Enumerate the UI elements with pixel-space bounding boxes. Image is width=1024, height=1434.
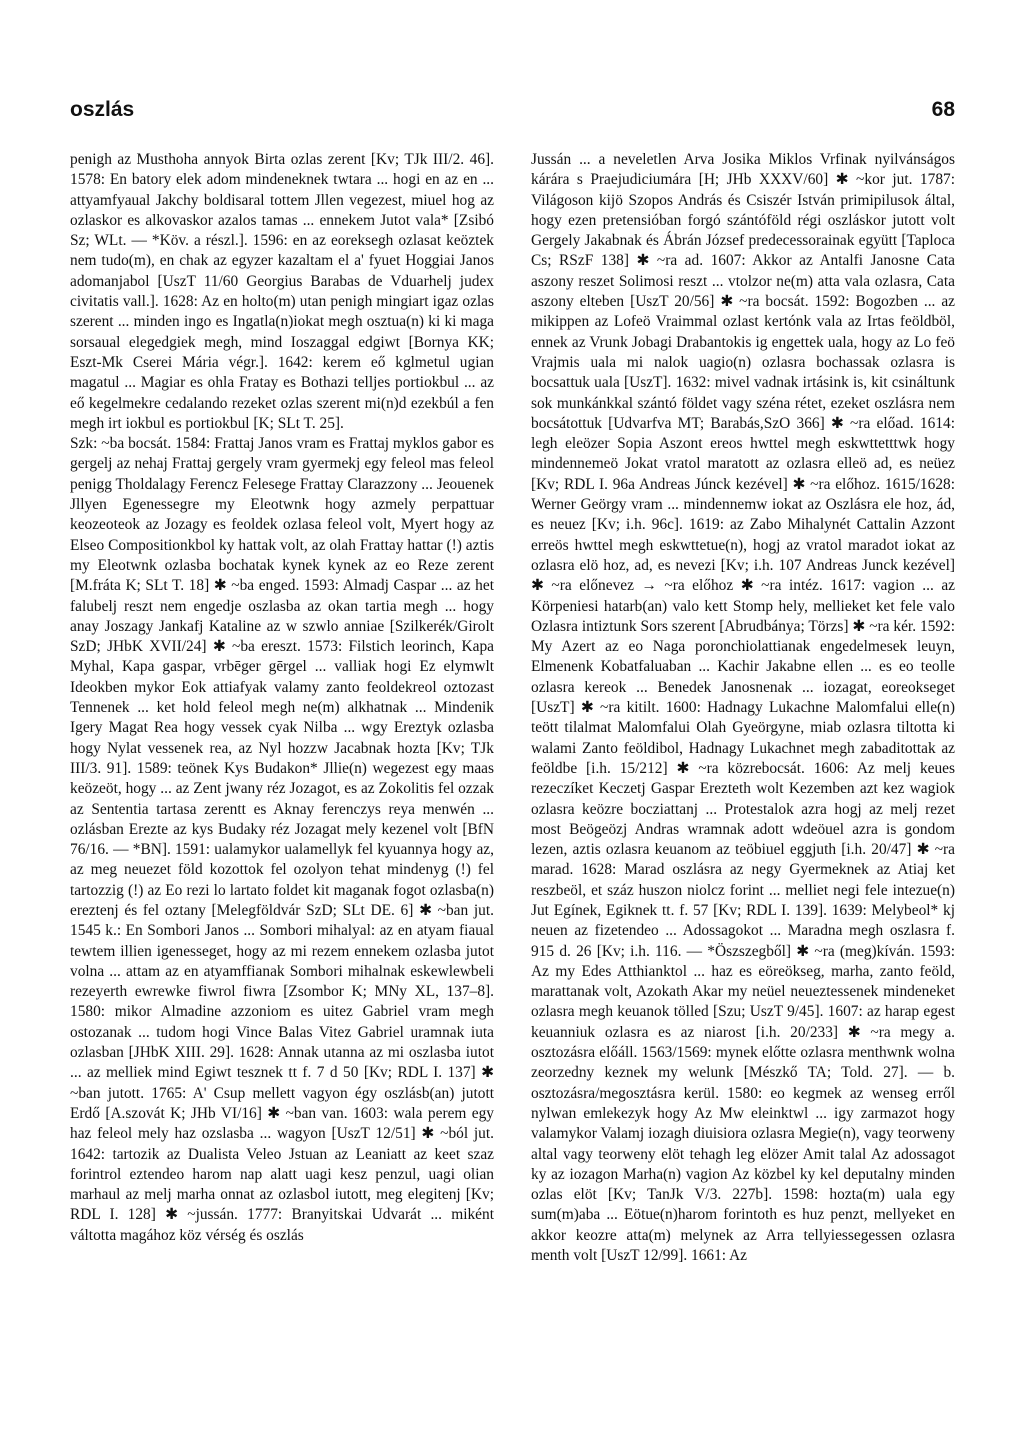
right-column: [531, 150, 955, 1266]
left-column: [70, 150, 494, 1246]
page-number: 68: [931, 98, 955, 121]
page-header: [70, 98, 955, 132]
dictionary-entry-paragraph: penigh az Musthoha annyok Birta ozlas zerent [Kv; TJk III/2. 46]. 1578: En batory elek adom mindeneknek twtara ... hogi en az en ... attyamfyaual Jakchy boldisaral tottem Jllen vegezest, miuel hog az ozlaskor es alkovaskor azalos tamas ... ennekem Jutot vala* [Zsibó Sz; WLt. — *Köv. a részl.]. 1596: en az eoreksegh ozlasat keöztek nem tudo(m), en chak az egyzer kazaltam el a' fyuet Hoggiai Janos adomanjabol [UszT 11/60 Georgius Barabas de Vduarhelj judex civitatis vall.]. 1628: Az en holto(m) utan penigh mingiart igaz ozlas szerent ... minden ingo es Ingatla(n)iokat megh osztua(n) ki ki maga sorsaual elegedgiek megh, mind Ioszaggal edgiwt [Bornya KK; Eszt-Mk Cserei Mária végr.]. 1642: kerem eő kglmetul ugian magatul ... Magiar es ohla Fratay es Bothazi telljes portiokbul ... az eő kegelmekre cedalando rezeket ozlas szerent mi(n)d ezekbúl a fen megh irt iokbul es portiokbul [K; SLt T. 25].: [70, 151, 494, 432]
dictionary-entry-paragraph: Jussán ... a neveletlen Arva Josika Miklos Vrfinak nyilvánságos kárára s Praejudiciumára [H; JHb XXXV/60] ✱ ~kor jut. 1787: Világoson kijö Szopos András és Csiszér István primipilusok által, hogy ezen pretensióban forgó szántóföld régi oszláskor jutott volt Gergely Jakabnak és Ábrán József predecessorainak együtt [Taploca Cs; RSzF 138] ✱ ~ra ad. 1607: Akkor az Antalfi Janosne Cata aszony reszet Solimosi reszt ... vtolzor ne(m) atta vala ozlasra, Cata aszony elteben [UszT 20/56] ✱ ~ra bocsát. 1592: Bogozben ... az mikippen az Lofeö Vraimmal ozlast kertónk vala az Irtas feöldböl, ennek az Vrunk Jobagi Drabantokis ig engettek uala, hogy az Lo feö Vrajmis uala mi nalok uagio(n) ozlasra bochassak ozlasra is bocsattuk uala [UszT]. 1632: mivel vadnak irtásink is, kit csináltunk sok munkánkkal szántó földet vagy széna rétet, ezeket oszlásra nem bocsátottuk [Udvarfva MT; Barabás,SzO 366] ✱ ~ra előad. 1614: legh eleözer Sopia Aszont ereos hwttel megh eskwttetttwk hogy mindennemeö Jokat vratol maratott az ozlasra elleö ad, es neüez [Kv; RDL I. 96a Andreas Júnck kezével] ✱ ~ra előhoz. 1615/1628: Werner Geörgy vram ... mindennemw iokat az Oszlásra ele hoz, ád, es neuez [Kv; i.h. 96c]. 1619: az Zabo Mihalynét Cattalin Azzont erreös hwttel megh eskwttetue(n), hogj az vratol maradot iokat az ozlasra elö hoz, ad, es nevezi [Kv; i.h. 107 Andreas Junck kezével] ✱ ~ra előnevez → ~ra előhoz ✱ ~ra intéz. 1617: vagion ... az Körpeniesi hatarb(an) valo kett Stomp hely, mellieket ket fele valo Ozlasra intiztunk Sors szerent [Abrudbánya; Törzs] ✱ ~ra kér. 1592: My Azert az eo Naga poronchiolattianak engedelmesek leuyn, Elmenenk Kobatfaluaban ... Kachir Jakabne ellen ... es eo teolle ozlasra kereok ... Benedek Janosnenak ... iozagat, eoreokseget [UszT] ✱ ~ra kitilt. 1600: Hadnagy Lukachne Malomfalui elle(n) teött tilalmat Malomfalui Olah Gyeörgyne, miab ozlasra tiltotta ki walami Zanto feöldibol, Hadnagy Lukachnet megh zabaditottak az feöldbe [i.h. 15/212] ✱ ~ra közrebocsát. 1606: Az melj keues rezeczíket Keczetj Gaspar Erezteth wolt Kezemben azt kez wagiok ozlasra keözre bocziattanj ... Protestalok azra hogj az melj rezet most Beögeözj Andras wramnak adott wdeöuel azra is gondom lezen, aztis ozlasra keuanom az teöbiuel eggjuth [i.h. 20/47] ✱ ~ra marad. 1628: Marad oszlásra az negy Gyermeknek az Atiaj ket reszbeöl, et száz huszon niolcz forint ... melliet negi fele intezue(n) Jut Egínek, Egiknek tt. f. 57 [Kv; RDL I. 139]. 1639: Melybeol* kj neuen az fizetendeo ... Adossagokot ... Maradna megh oszlasra f. 915 d. 26 [Kv; i.h. 116. — *Öszszegből] ✱ ~ra (meg)kíván. 1593: Az my Edes Atthianktol ... haz es eöreökseg, marha, zanto feöld, marattanak volt, Azokath Akar my neüel neueztessenek mindeneket ozlasra megh keuanok tölled [Szu; UszT 9/45]. 1607: az harap egest keuanniuk ozlasra es az niarost [i.h. 20/233] ✱ ~ra megy a. osztozásra előáll. 1563/1569: mynek előtte ozlasra menthwnk wolna zeorzedny keznek my welunk [Mészkő TA; Told. 27]. — b. osztozásra/megosztásra kerül. 1580: eo kegmek az wenseg erről nylwan emlekezyk hogy Az Mw eleinktwl ... igy zarmazot hogy valamykor Valamj iozagh diuisiora ozlasra Megie(n), vagy teorweny altal vagy teorweny elöt tehagh leg elözer Amit talal Az adossagot ky az iozagon Marha(n) vagion Az közbel ky kel deputalny minden ozlas elöt [Kv; TanJk V/3. 227b]. 1598: hozta(m) uala egy sum(m)aba ... Eötue(n)harom forintoth es huz penzt, mellyeket en akkor keozre atta(m) melynek az Arra tellyiessegessen ozlasra menth volt [UszT 12/99]. 1661: Az: [531, 151, 955, 1265]
running-head: oszlás: [70, 98, 135, 121]
dictionary-entry-paragraph: Szk: ~ba bocsát. 1584: Frattaj Janos vram es Frattaj myklos gabor es gergelj az nehaj Frattaj gergely vram gyermekj egy feleol mas feleol penigg Tholdalagy Ferencz Felesege Frattay Clarazzony ... Jeouenek Jllyen Egenessegre my Eleotwnk hogy azmely perpattuar keozeoteok az Jozagy es feoldek ozlasa feleol volt, Myert hogy az Elseo Compositionkbol ky hattak volt, az olah Frattay hattar (!) aztis my Eleotwnk ozlasba bochatak kynek kynek az eo Reze zerent [M.fráta K; SLt T. 18] ✱ ~ba enged. 1593: Almadj Caspar ... az het falubelj reszt nem engedje oszlasba az okan tartia megh ... hogy anay Joszagy Jankafj Kataline az w szwlo anniae [Szilkerék/Girolt SzD; JHbK XVII/24] ✱ ~ba ereszt. 1573: Filstich leorinch, Kapa Myhal, Kapa gaspar, vrbēger gērgel ... valliak hogi Ez elymwlt Ideokben mykor Eok attiafyak valamy zanto feoldekreol oztozast Tennenek ... ket hold feleol megh ne(m) alkhatnak ... Mindenik Igery Magat Rea hogy vessek cyak Nilba ... wgy Ereztyk ozlasba hogy Nylat vessenek rea, az Nyl hozzw Jacabnak hozta [Kv; TJk III/3. 91]. 1589: teönek Kys Budakon* Jllie(n) wegezest egy maas keözeöt, hogy ... az Zent jwany réz Jozagot, es az Zokolitis fel ozzak az Sententia tartasa zerentt es Aknay ferenczys reya menwén ... ozlásban Erezte az kys Budaky réz Jozagat mely kezenel volt [BfN 76/16. — *BN]. 1591: ualamykor ualamellyk fel kyuannya hogy az, az meg neuezet föld kozottok fel ozolyon tehat mindenyg (!) fel tartozzig (!) az Eo rezi lo lartato foldet kit maganak fogot ozlasba(n) ereztenj és fel oztany [Melegföldvár SzD; SLt DE. 6] ✱ ~ban jut. 1545 k.: En Sombori Janos ... Sombori mihalyal: az en atyam fiaual tewtem illien igenesseget, hogy az mi rezem ennekem ozlasba jutot volna ... attam az en atyamffianak Sombori mihalnak eskewlewbeli rezeyerth ewrewke fiwrol fiwra [Zsombor K; MNy XL, 137–8]. 1580: mikor Almadine azzoniom es uitez Gabriel vram megh ostozanak ... tudom hogi Vince Balas Vitez Gabriel uramnak iuta ozlasban [JHbK XIII. 29]. 1628: Annak utanna az mi oszlasba iutot ... az melliek mind Egiwt tesznek tt f. 7 d 50 [Kv; RDL I. 137] ✱ ~ban jutott. 1765: A' Csup mellett vagyon égy oszlásb(an) jutott Erdő [A.szovát K; JHb VI/16] ✱ ~ban van. 1603: wala perem egy haz feleol mely haz ozslasba ... wagyon [UszT 12/51] ✱ ~ból jut. 1642: tartozik az Dualista Veleo Jstuan az Leaniatt az keet szaz forintrol eztendeo harom nap alatt uagi kesz penzul, uagi olian marhaul az melj marha onnat az ozlasbol iutott, meg elegitenj [Kv; RDL I. 128] ✱ ~jussán. 1777: Branyitskai Udvarát ... miként váltotta magához köz vérség és oszlás: [70, 435, 494, 1244]
